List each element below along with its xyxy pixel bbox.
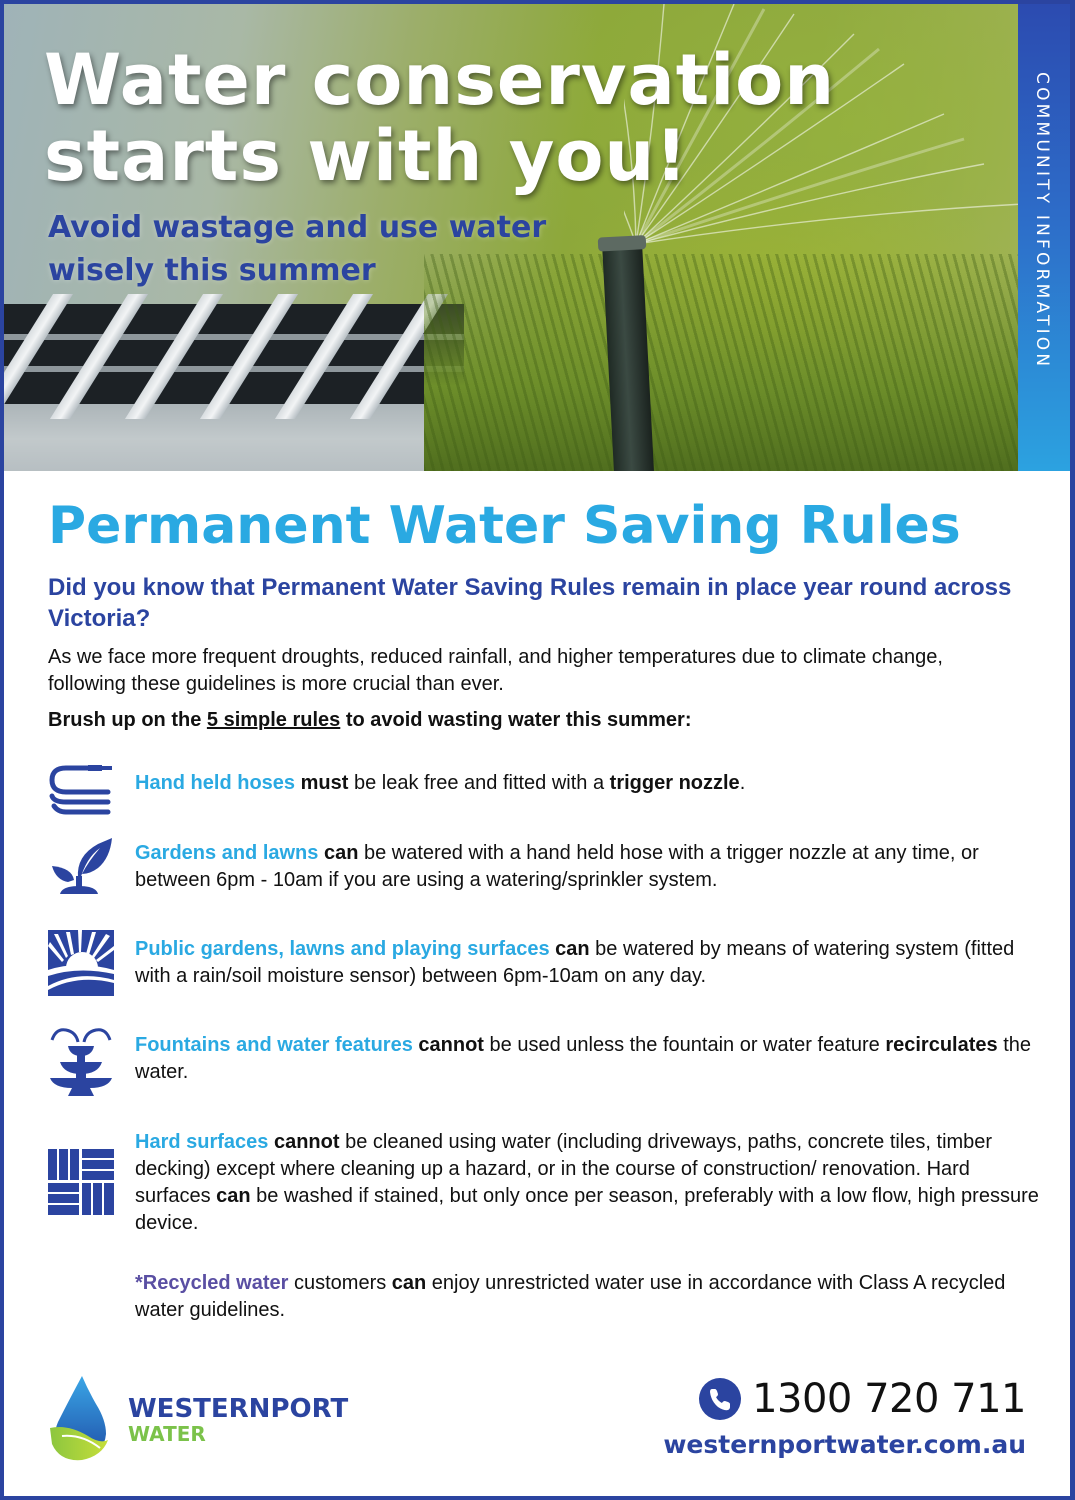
recycled-text: *Recycled water customers can enjoy unrestricted water use in accordance with Class A recycled water guidelines. [135, 1272, 1006, 1321]
hero-headline: Water conservation starts with you! [44, 39, 836, 197]
simple-rules-link: 5 simple rules [206, 709, 341, 731]
logo-text-water: WATER [128, 1422, 206, 1446]
intro-paragraph: As we face more frequent droughts, reduced rainfall, and higher temperatures due to climate change, following these guidelines is more crucial than ever. [48, 646, 943, 695]
paving-tiles-icon [48, 1149, 114, 1215]
website-link[interactable]: westernportwater.com.au [663, 1430, 1026, 1459]
logo-text-westernport: WESTERNPORT [128, 1394, 349, 1424]
plant-icon [48, 836, 114, 902]
phone-icon [698, 1377, 742, 1421]
sunrise-landscape-icon [48, 930, 114, 996]
rule-text: Hand held hoses must be leak free and fitted with a trigger nozzle. [135, 772, 746, 794]
hero-subheading: Avoid wastage and use water wisely this summer [48, 210, 547, 288]
rule-text: Gardens and lawns can be watered with a hand held hose with a trigger nozzle at any time, or between 6pm - 10am if you are using a watering/sprinkler system. [135, 842, 979, 891]
page-title: Permanent Water Saving Rules [48, 496, 961, 556]
community-information-band [1018, 4, 1070, 471]
question-heading: Did you know that Permanent Water Saving Rules remain in place year round across Victoria? [48, 574, 1012, 632]
westernport-water-logo [48, 1374, 388, 1464]
hero-image [4, 4, 1018, 471]
phone-number[interactable]: 1300 720 711 [752, 1376, 1026, 1422]
water-drop-logo-icon [48, 1374, 112, 1462]
hose-icon [48, 756, 114, 822]
rule-text: Fountains and water features cannot be used unless the fountain or water feature recirculates the water. [135, 1034, 1031, 1083]
rules-intro: Brush up on the 5 simple rules to avoid wasting water this summer: [48, 709, 692, 731]
fountain-icon [48, 1026, 114, 1100]
side-label: COMMUNITY INFORMATION [1032, 72, 1052, 370]
drain-grate [4, 304, 464, 404]
rule-text: Public gardens, lawns and playing surfaces can be watered by means of watering system (fitted with a rain/soil moisture sensor) between 6pm-10am on any day. [135, 938, 1015, 987]
rule-text: Hard surfaces cannot be cleaned using water (including driveways, paths, concrete tiles, timber decking) except where cleaning up a hazard, or in the course of construction/ renovation. Hard surfaces can be washed if stained, but only once per season, preferably with a low flow, high pressure device. [135, 1131, 1039, 1234]
phone-contact[interactable] [698, 1376, 1026, 1422]
